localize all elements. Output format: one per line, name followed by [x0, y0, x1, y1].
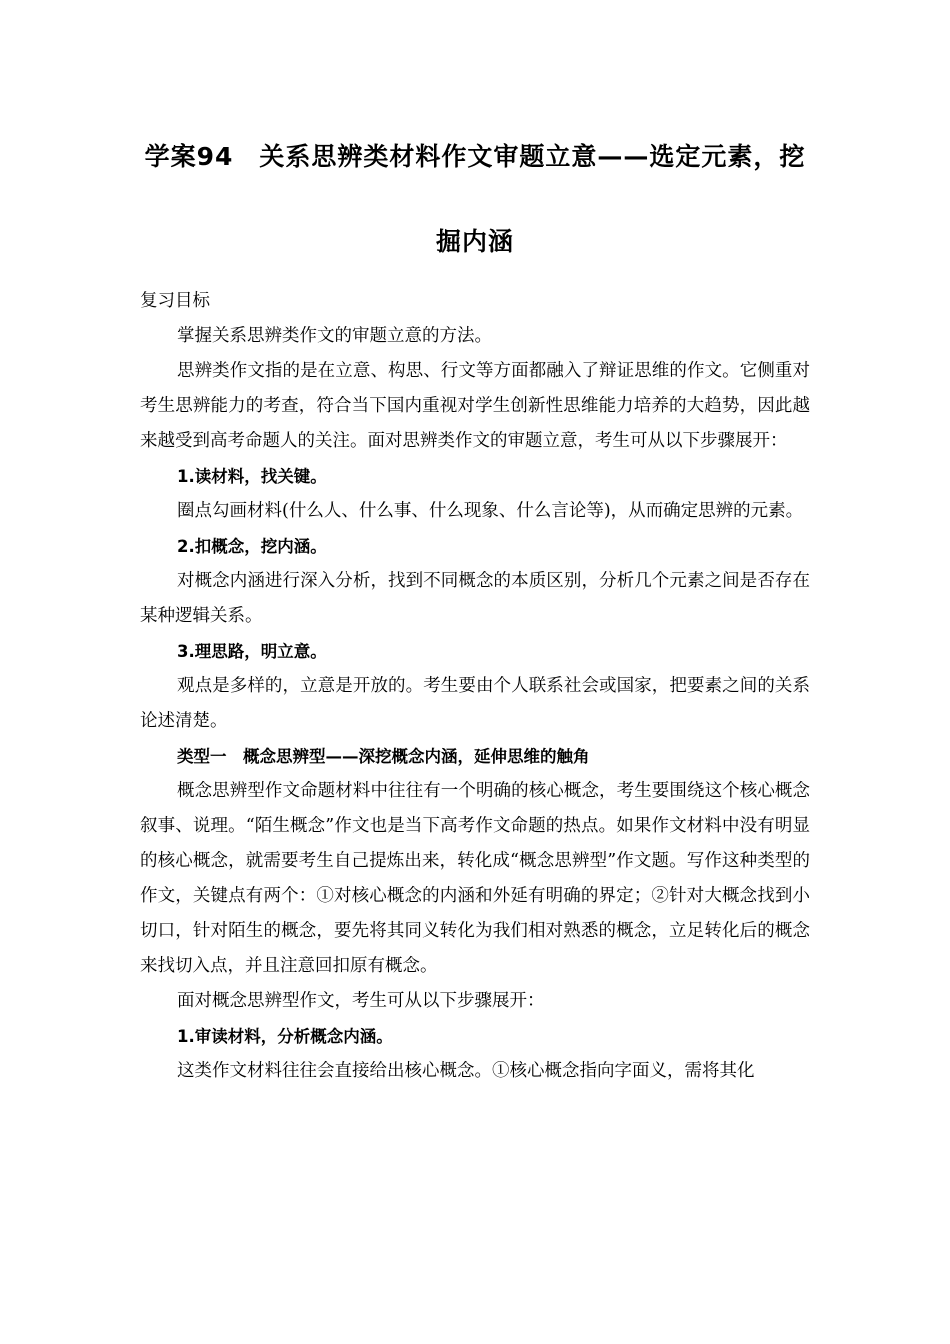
- step3-paragraph: 观点是多样的，立意是开放的。考生要由个人联系社会或国家，把要素之间的关系论述清楚。: [140, 676, 810, 731]
- step2-paragraph: 对概念内涵进行深入分析，找到不同概念的本质区别，分析几个元素之间是否存在某种逻辑关系。: [140, 571, 810, 626]
- step1-heading: 1.读材料，找关键。: [177, 467, 327, 486]
- type1-step1-heading: 1.审读材料，分析概念内涵。: [177, 1027, 393, 1046]
- document-body: [140, 284, 810, 1089]
- type1-heading: 类型一 概念思辨型——深挖概念内涵，延伸思维的触角: [177, 747, 590, 766]
- type1-paragraph: 概念思辨型作文命题材料中往往有一个明确的核心概念，考生要围绕这个核心概念叙事、说理。“陌生概念”作文也是当下高考作文命题的热点。如果作文材料中没有明显的核心概念，就需要考生自己提炼出来，转化成“概念思辨型”作文题。写作这种类型的作文，关键点有两个：①对核心概念的内涵和外延有明确的界定；②针对大概念找到小切口，针对陌生的概念，要先将其同义转化为我们相对熟悉的概念，立足转化后的概念来找切入点，并且注意回扣原有概念。: [140, 781, 810, 976]
- step2-heading: 2.扣概念，挖内涵。: [177, 537, 327, 556]
- step1-paragraph: 圈点勾画材料(什么人、什么事、什么现象、什么言论等)，从而确定思辨的元素。: [177, 501, 804, 521]
- intro-paragraph: 思辨类作文指的是在立意、构思、行文等方面都融入了辩证思维的作文。它侧重对考生思辨能力的考查，符合当下国内重视对学生创新性思维能力培养的大趋势，因此越来越受到高考命题人的关注。面对思辨类作文的审题立意，考生可从以下步骤展开：: [140, 361, 810, 451]
- type1-step1-paragraph: 这类作文材料往往会直接给出核心概念。①核心概念指向字面义，需将其化: [177, 1061, 755, 1081]
- document-title-line-1: 学案94 关系思辨类材料作文审题立意——选定元素，挖: [144, 142, 806, 171]
- section-heading: 复习目标: [140, 291, 210, 311]
- document-title-line-2: 掘内涵: [435, 227, 514, 256]
- type1-steps-intro: 面对概念思辨型作文，考生可从以下步骤展开：: [177, 991, 545, 1011]
- goal-paragraph: 掌握关系思辨类作文的审题立意的方法。: [177, 326, 492, 346]
- step3-heading: 3.理思路，明立意。: [177, 642, 327, 661]
